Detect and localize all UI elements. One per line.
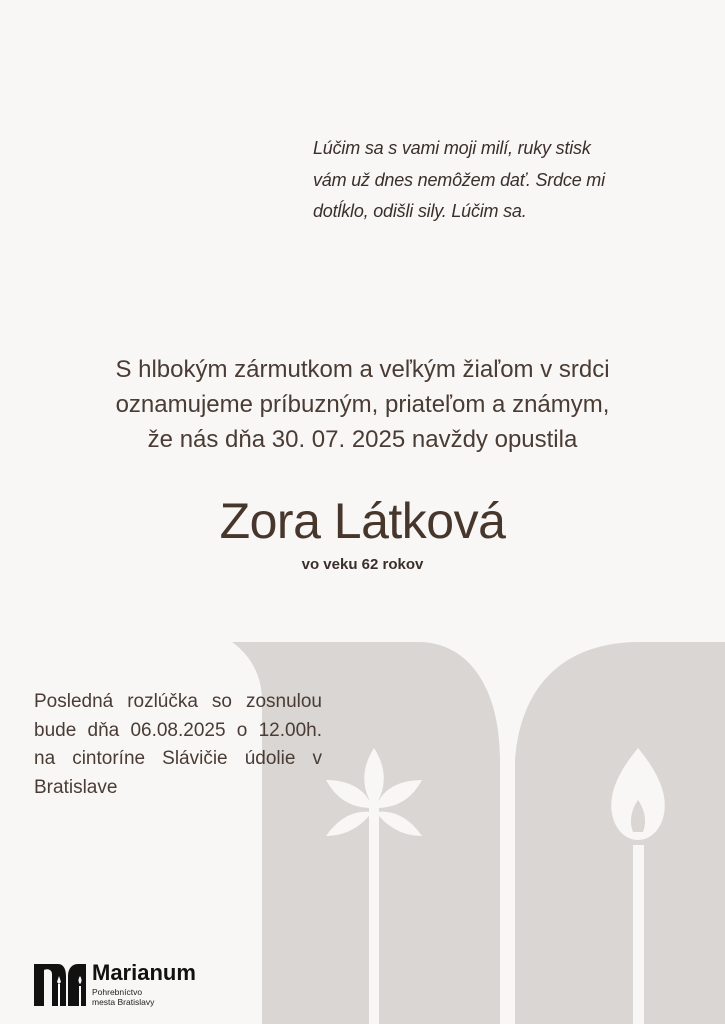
deceased-age: vo veku 62 rokov: [301, 556, 424, 573]
death-announcement: [40, 352, 685, 457]
deceased-name: Zora Látková: [219, 493, 506, 549]
marianum-logo: [34, 962, 254, 1008]
funeral-details: Posledná rozlúčka so zosnulou bude dňa 06.08.2025 o 12.00h. na cintoríne Slávičie údolie v Bratislave: [34, 691, 322, 798]
farewell-poem: Lúčim sa s vami moji milí, ruky stisk vám už dnes nemôžem dať. Srdce mi dotĺklo, odišli sily. Lúčim sa.: [313, 138, 605, 221]
logo-subtitle: [92, 987, 154, 1007]
marianum-logo-icon: [34, 964, 86, 1006]
m-shape-right: [515, 642, 725, 1024]
announcement-line: oznamujeme príbuzným, priateľom a známym,: [115, 391, 610, 418]
announcement-line: že nás dňa 30. 07. 2025 navždy opustila: [147, 426, 578, 453]
logo-subtitle-line: Pohrebníctvo: [92, 987, 143, 997]
announcement-line: S hlbokým zármutkom a veľkým žiaľom v srdci: [115, 356, 610, 383]
logo-subtitle-line: mesta Bratislavy: [92, 997, 155, 1007]
logo-title: Marianum: [92, 960, 196, 985]
